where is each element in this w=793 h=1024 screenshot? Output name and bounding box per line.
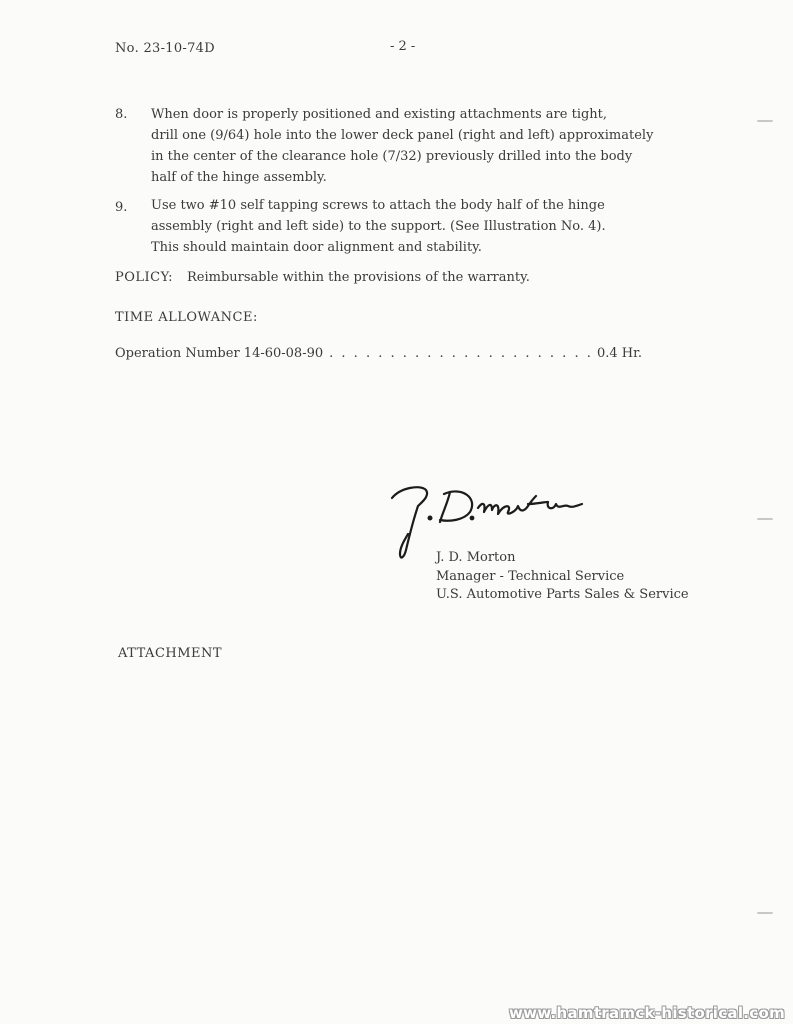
policy-text: Reimbursable within the provisions of the warranty.: [186, 270, 530, 285]
operation-label: Operation Number: [115, 346, 240, 361]
item-number: 8.: [115, 107, 128, 122]
page-edge-mark: [757, 120, 773, 122]
document-number: No. 23-10-74D: [115, 41, 215, 56]
operation-number: 14-60-08-90: [243, 346, 324, 361]
policy-label: POLICY:: [115, 270, 173, 285]
operation-hours: 0.4 Hr.: [597, 346, 643, 361]
page-edge-mark: [757, 912, 773, 914]
page-edge-mark: [757, 518, 773, 520]
item-number: 9.: [115, 200, 128, 215]
item-line: half of the hinge assembly.: [151, 170, 327, 185]
dot-leader: . . . . . . . . . . . . . . . . . . . . . .: [329, 346, 593, 361]
item-line: in the center of the clearance hole (7/32) previously drilled into the body: [151, 149, 633, 164]
item-line: drill one (9/64) hole into the lower deck panel (right and left) approximately: [151, 128, 654, 143]
item-line: When door is properly positioned and existing attachments are tight,: [151, 107, 608, 122]
page-number: - 2 -: [390, 39, 416, 54]
item-line: Use two #10 self tapping screws to attach the body half of the hinge: [151, 198, 605, 213]
watermark: www.hamtramck-historical.com: [509, 1004, 785, 1022]
item-line: assembly (right and left side) to the support. (See Illustration No. 4).: [151, 219, 606, 234]
signer-department: U.S. Automotive Parts Sales & Service: [436, 587, 689, 602]
policy-line: [115, 270, 530, 285]
attachment-label: ATTACHMENT: [118, 646, 223, 661]
signer-name: J. D. Morton: [436, 550, 516, 565]
signer-title: Manager - Technical Service: [436, 568, 625, 584]
signature-block: [436, 549, 689, 605]
item-text: [151, 104, 663, 188]
item-line: This should maintain door alignment and stability.: [151, 240, 482, 255]
operation-row: [115, 346, 642, 361]
item-text: [151, 195, 663, 258]
time-allowance-heading: TIME ALLOWANCE:: [115, 310, 258, 325]
